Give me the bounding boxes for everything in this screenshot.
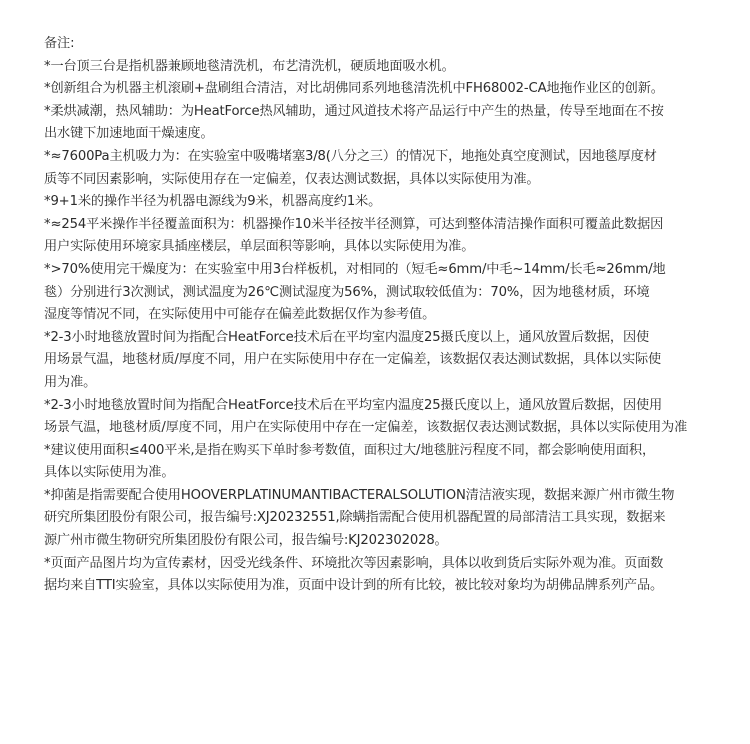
notes-list <box>44 56 724 598</box>
note-line: *页面产品图片均为宣传素材，因受光线条件、环境批次等因素影响，具体以收到货后实际外观为准。页面数 <box>44 555 664 571</box>
notes-title: 备注: <box>44 36 75 51</box>
note-line: *>70%使用完干燥度为：在实验室中用3台样板机，对相同的（短毛≈6mm/中毛~14mm/长毛≈26mm/地 <box>44 261 666 277</box>
notes-section <box>44 33 724 598</box>
note-line: *柔烘减潮，热风辅助：为HeatForce热风辅助，通过风道技术将产品运行中产生的热量，传导至地面在不按 <box>44 103 664 119</box>
note-line: 出水键下加速地面干燥速度。 <box>44 126 214 142</box>
note-line: 用场景气温，地毯材质/厚度不同，用户在实际使用中存在一定偏差，该数据仅表达测试数据，具体以实际使 <box>44 352 662 368</box>
note-line: *建议使用面积≤400平米,是指在购买下单时参考数值，面积过大/地毯脏污程度不同，都会影响使用面积， <box>44 442 656 458</box>
note-line: 用户实际使用环境家具插座楼层，单层面积等影响，具体以实际使用为准。 <box>44 239 475 255</box>
note-item <box>44 78 724 101</box>
note-item <box>44 259 724 327</box>
note-item <box>44 56 724 79</box>
note-line: 毯）分别进行3次测试，测试温度为26℃测试湿度为56%，测试取较低值为：70%，因为地毯材质，环境 <box>44 284 650 300</box>
note-line: 用为准。 <box>44 374 97 390</box>
note-line: *2-3小时地毯放置时间为指配合HeatForce技术后在平均室内温度25摄氏度以上，通风放置后数据，因使用 <box>44 397 663 413</box>
note-line: 研究所集团股份有限公司，报告编号:XJ20232551,除螨指需配合使用机器配置的局部清洁工具实现，数据来 <box>44 510 666 526</box>
note-item <box>44 146 724 191</box>
note-line: 质等不同因素影响，实际使用存在一定偏差，仅表达测试数据，具体以实际使用为准。 <box>44 171 540 187</box>
note-line: 场景气温，地毯材质/厚度不同，用户在实际使用中存在一定偏差，该数据仅表达测试数据，具体以实际使用为准 <box>44 420 688 436</box>
note-line: 湿度等情况不同，在实际使用中可能存在偏差此数据仅作为参考值。 <box>44 307 436 323</box>
note-item <box>44 101 724 146</box>
note-line: 源广州市微生物研究所集团股份有限公司，报告编号:KJ202302028。 <box>44 533 448 549</box>
note-line: *9+1米的操作半径为机器电源线为9米，机器高度约1米。 <box>44 194 382 210</box>
note-line: *一台顶三台是指机器兼顾地毯清洗机，布艺清洗机，硬质地面吸水机。 <box>44 58 455 74</box>
note-line: 据均来自TTI实验室，具体以实际使用为准，页面中设计到的所有比较，被比较对象均为胡佛品牌系列产品。 <box>44 578 664 594</box>
note-line: *创新组合为机器主机滚刷+盘刷组合清洁，对比胡佛同系列地毯清洗机中FH68002-CA地拖作业区的创新。 <box>44 81 664 97</box>
note-line: *≈254平米操作半径覆盖面积为：机器操作10米半径按半径测算，可达到整体清洁操作面积可覆盖此数据因 <box>44 216 664 232</box>
note-item <box>44 327 724 395</box>
note-item <box>44 485 724 553</box>
note-line: *2-3小时地毯放置时间为指配合HeatForce技术后在平均室内温度25摄氏度以上，通风放置后数据，因使 <box>44 329 650 345</box>
note-item <box>44 191 724 214</box>
note-item <box>44 395 724 440</box>
note-item <box>44 214 724 259</box>
note-line: *≈7600Pa主机吸力为：在实验室中吸嘴堵塞3/8(八分之三）的情况下，地拖处真空度测试，因地毯厚度材 <box>44 148 657 164</box>
note-line: 具体以实际使用为准。 <box>44 465 175 481</box>
note-line: *抑菌是指需要配合使用HOOVERPLATINUMANTIBACTERALSOLUTION清洁液实现，数据来源广州市微生物 <box>44 487 675 503</box>
note-item <box>44 440 724 485</box>
note-item <box>44 553 724 598</box>
